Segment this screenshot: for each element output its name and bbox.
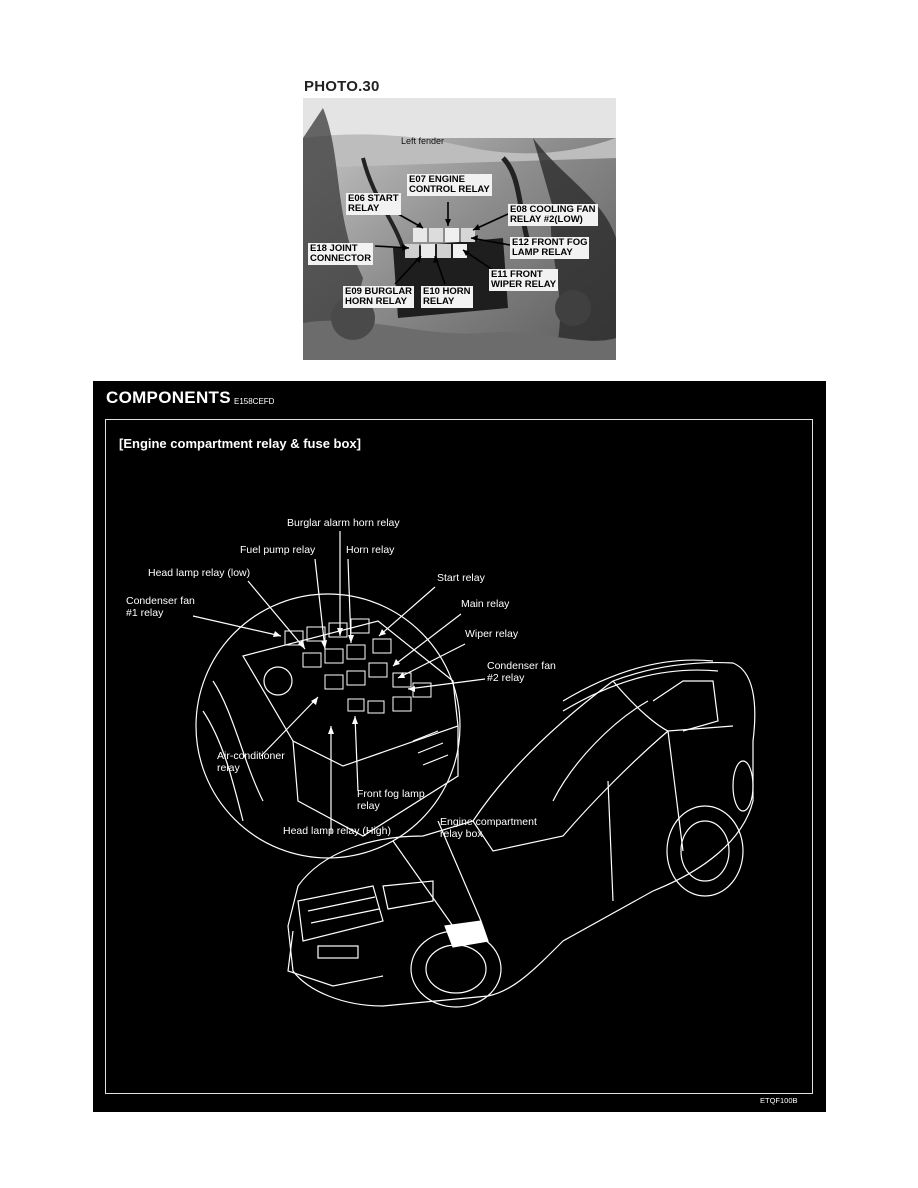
label-e11-front-wiper-relay: E11 FRONT WIPER RELAY [491,269,557,290]
components-title: COMPONENTS [106,388,231,407]
label-wiper-relay: Wiper relay [465,628,519,640]
label-burglar-alarm-horn-relay: Burglar alarm horn relay [287,517,400,529]
label-condenser-fan-1-relay: Condenser fan #1 relay [126,595,195,619]
label-horn-relay: Horn relay [346,544,395,556]
label-air-conditioner-relay: Air-conditioner relay [217,750,285,774]
label-head-lamp-relay-low: Head lamp relay (low) [148,567,251,579]
label-engine-compartment-relay-box: Engine compartment relay box [440,816,537,840]
vehicle-relay-illustration [93,381,826,1112]
label-front-fog-lamp-relay: Front fog lamp relay [357,788,425,812]
figure-code: ETQF100B [760,1096,798,1105]
components-figure [93,381,826,1112]
label-left-fender: Left fender [401,136,445,146]
label-fuel-pump-relay: Fuel pump relay [240,544,316,556]
photo-30 [303,76,616,360]
label-e18-joint-connector: E18 JOINT CONNECTOR [310,243,372,264]
label-e10-horn-relay: E10 HORN RELAY [423,286,471,307]
label-main-relay: Main relay [461,598,510,610]
label-head-lamp-relay-high: Head lamp relay (High) [283,825,391,837]
section-title: [Engine compartment relay & fuse box] [119,436,361,451]
label-start-relay: Start relay [437,572,485,584]
photo-title: PHOTO.30 [304,78,380,95]
label-e09-burglar-horn-relay: E09 BURGLAR HORN RELAY [345,286,413,307]
label-e06-start-relay: E06 START RELAY [348,193,399,214]
label-condenser-fan-2-relay: Condenser fan #2 relay [487,660,556,684]
engine-bay-photo-image [303,98,616,360]
components-code: E158CEFD [234,397,275,406]
label-e07-engine-control-relay: E07 ENGINE CONTROL RELAY [409,174,490,195]
label-e08-cooling-fan-relay: E08 COOLING FAN RELAY #2(LOW) [510,204,596,225]
label-e12-front-fog-lamp-relay: E12 FRONT FOG LAMP RELAY [512,237,588,258]
engine-bay-photo [303,98,616,360]
